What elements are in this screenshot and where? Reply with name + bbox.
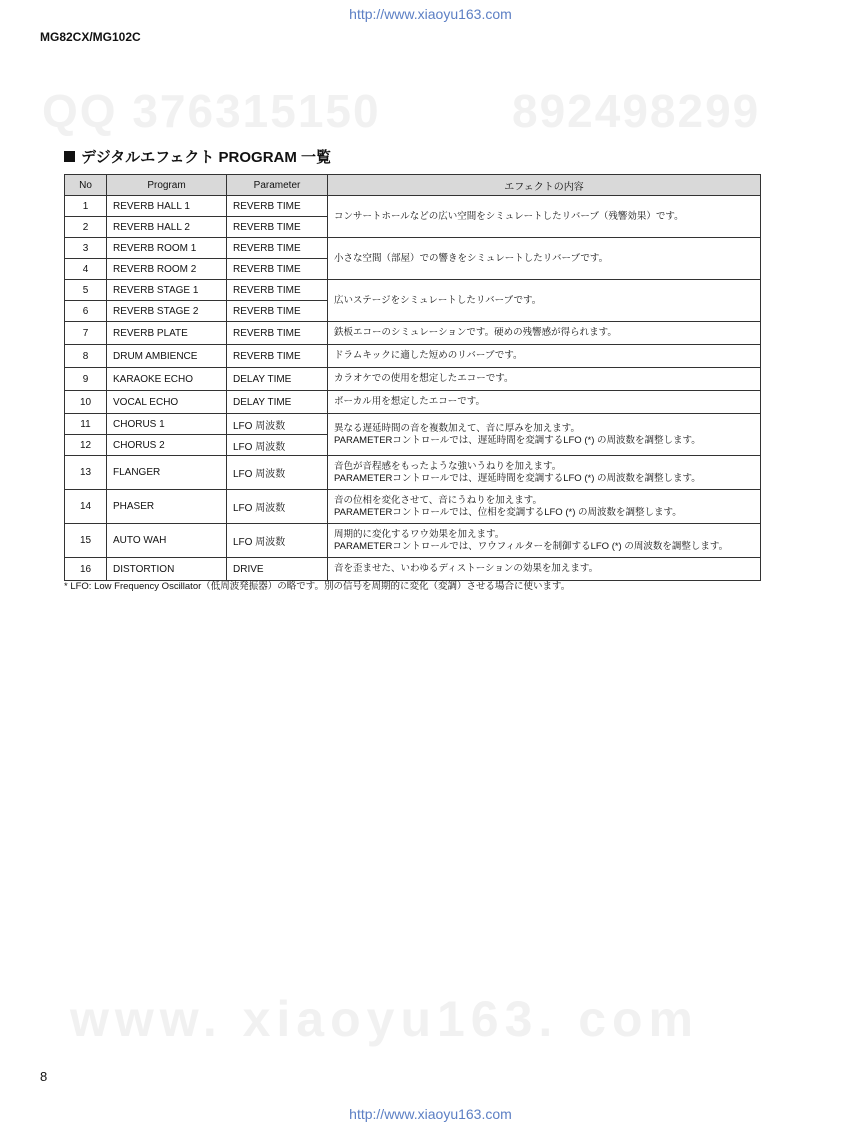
cell-parameter: LFO 周波数 <box>227 524 328 558</box>
cell-description <box>328 238 761 280</box>
cell-program: REVERB STAGE 2 <box>107 301 227 322</box>
cell-parameter: LFO 周波数 <box>227 456 328 490</box>
cell-parameter: DRIVE <box>227 558 328 581</box>
cell-parameter: REVERB TIME <box>227 217 328 238</box>
cell-program: REVERB HALL 1 <box>107 196 227 217</box>
watermark-site: www. xiaoyu163. com <box>70 991 700 1047</box>
cell-parameter: REVERB TIME <box>227 345 328 368</box>
cell-parameter: LFO 周波数 <box>227 435 328 456</box>
cell-parameter: REVERB TIME <box>227 280 328 301</box>
cell-no: 3 <box>65 238 107 259</box>
header-program: Program <box>107 175 227 196</box>
header-parameter: Parameter <box>227 175 328 196</box>
cell-parameter: REVERB TIME <box>227 301 328 322</box>
cell-no: 12 <box>65 435 107 456</box>
description-line: 音色が音程感をもったような強いうねりを加えます。 <box>334 460 562 472</box>
cell-description <box>328 490 761 524</box>
table-body <box>65 196 761 581</box>
table-row <box>65 391 761 414</box>
watermark-phone: 892498299 <box>512 85 761 137</box>
table-row <box>65 196 761 217</box>
description-line: PARAMETERコントロールでは、ワウフィルターを制御するLFO (*) の周波数を調整します。 <box>334 540 729 552</box>
description-line: PARAMETERコントロールでは、遅延時間を変調するLFO (*) の周波数を調整します。 <box>334 434 701 446</box>
cell-description <box>328 414 761 456</box>
cell-description <box>328 280 761 322</box>
cell-no: 8 <box>65 345 107 368</box>
cell-parameter: LFO 周波数 <box>227 414 328 435</box>
table-row <box>65 414 761 435</box>
section-title <box>64 146 331 167</box>
cell-description <box>328 196 761 238</box>
table-row <box>65 345 761 368</box>
cell-no: 1 <box>65 196 107 217</box>
cell-no: 2 <box>65 217 107 238</box>
cell-description <box>328 391 761 414</box>
cell-program: AUTO WAH <box>107 524 227 558</box>
cell-no: 10 <box>65 391 107 414</box>
cell-program: CHORUS 1 <box>107 414 227 435</box>
cell-no: 13 <box>65 456 107 490</box>
cell-program: REVERB ROOM 2 <box>107 259 227 280</box>
page-number: 8 <box>40 1069 48 1084</box>
table-row <box>65 490 761 524</box>
table-row <box>65 238 761 259</box>
header-url[interactable]: http://www.xiaoyu163.com <box>349 6 512 22</box>
description-line: PARAMETERコントロールでは、位相を変調するLFO (*) の周波数を調整します。 <box>334 506 682 518</box>
description-line: カラオケでの使用を想定したエコーです。 <box>334 373 514 384</box>
cell-program: KARAOKE ECHO <box>107 368 227 391</box>
square-bullet-icon <box>64 151 75 162</box>
header-no: No <box>65 175 107 196</box>
cell-parameter: DELAY TIME <box>227 391 328 414</box>
table-row <box>65 368 761 391</box>
cell-description <box>328 345 761 368</box>
description-line: 周期的に変化するワウ効果を加えます。 <box>334 528 505 540</box>
cell-no: 16 <box>65 558 107 581</box>
cell-no: 7 <box>65 322 107 345</box>
section-title-text: デジタルエフェクト PROGRAM 一覧 <box>81 149 332 166</box>
footer-url[interactable]: http://www.xiaoyu163.com <box>349 1106 512 1122</box>
cell-program: DRUM AMBIENCE <box>107 345 227 368</box>
cell-no: 4 <box>65 259 107 280</box>
watermark-qq: QQ 376315150 <box>42 85 381 137</box>
cell-no: 6 <box>65 301 107 322</box>
description-line: PARAMETERコントロールでは、遅延時間を変調するLFO (*) の周波数を調整します。 <box>334 472 701 484</box>
description-line: 鉄板エコーのシミュレーションです。硬めの残響感が得られます。 <box>334 327 617 338</box>
cell-parameter: DELAY TIME <box>227 368 328 391</box>
table-row <box>65 456 761 490</box>
cell-description <box>328 322 761 345</box>
cell-program: DISTORTION <box>107 558 227 581</box>
cell-no: 9 <box>65 368 107 391</box>
footnote: * LFO: Low Frequency Oscillator（低周波発振器）の略です。別の信号を周期的に変化（変調）させる場合に使います。 <box>64 581 571 592</box>
description-line: 音を歪ませた、いわゆるディストーションの効果を加えます。 <box>334 563 599 574</box>
description-line: 音の位相を変化させて、音にうねりを加えます。 <box>334 494 543 506</box>
cell-program: FLANGER <box>107 456 227 490</box>
cell-program: CHORUS 2 <box>107 435 227 456</box>
cell-program: REVERB PLATE <box>107 322 227 345</box>
cell-parameter: REVERB TIME <box>227 322 328 345</box>
cell-parameter: REVERB TIME <box>227 196 328 217</box>
description-line: ボーカル用を想定したエコーです。 <box>334 396 486 407</box>
description-line: ドラムキックに適した短めのリバーブです。 <box>334 350 523 361</box>
table-row <box>65 524 761 558</box>
table-row <box>65 280 761 301</box>
cell-no: 15 <box>65 524 107 558</box>
table-header-row <box>65 175 761 196</box>
description-line: コンサートホールなどの広い空間をシミュレートしたリバーブ（残響効果）です。 <box>334 210 684 222</box>
cell-description <box>328 524 761 558</box>
cell-no: 11 <box>65 414 107 435</box>
cell-parameter: REVERB TIME <box>227 238 328 259</box>
header-description: エフェクトの内容 <box>328 175 761 196</box>
cell-parameter: LFO 周波数 <box>227 490 328 524</box>
cell-program: PHASER <box>107 490 227 524</box>
cell-parameter: REVERB TIME <box>227 259 328 280</box>
cell-program: REVERB STAGE 1 <box>107 280 227 301</box>
cell-description <box>328 456 761 490</box>
effects-table <box>64 174 761 581</box>
cell-no: 14 <box>65 490 107 524</box>
cell-no: 5 <box>65 280 107 301</box>
table-row <box>65 322 761 345</box>
cell-description <box>328 368 761 391</box>
model-name: MG82CX/MG102C <box>40 30 141 44</box>
cell-program: REVERB ROOM 1 <box>107 238 227 259</box>
description-line: 異なる遅延時間の音を複数加えて、音に厚みを加えます。 <box>334 422 581 434</box>
cell-program: REVERB HALL 2 <box>107 217 227 238</box>
description-line: 広いステージをシミュレートしたリバーブです。 <box>334 294 542 306</box>
description-line: 小さな空間（部屋）での響きをシミュレートしたリバーブです。 <box>334 252 609 264</box>
cell-program: VOCAL ECHO <box>107 391 227 414</box>
